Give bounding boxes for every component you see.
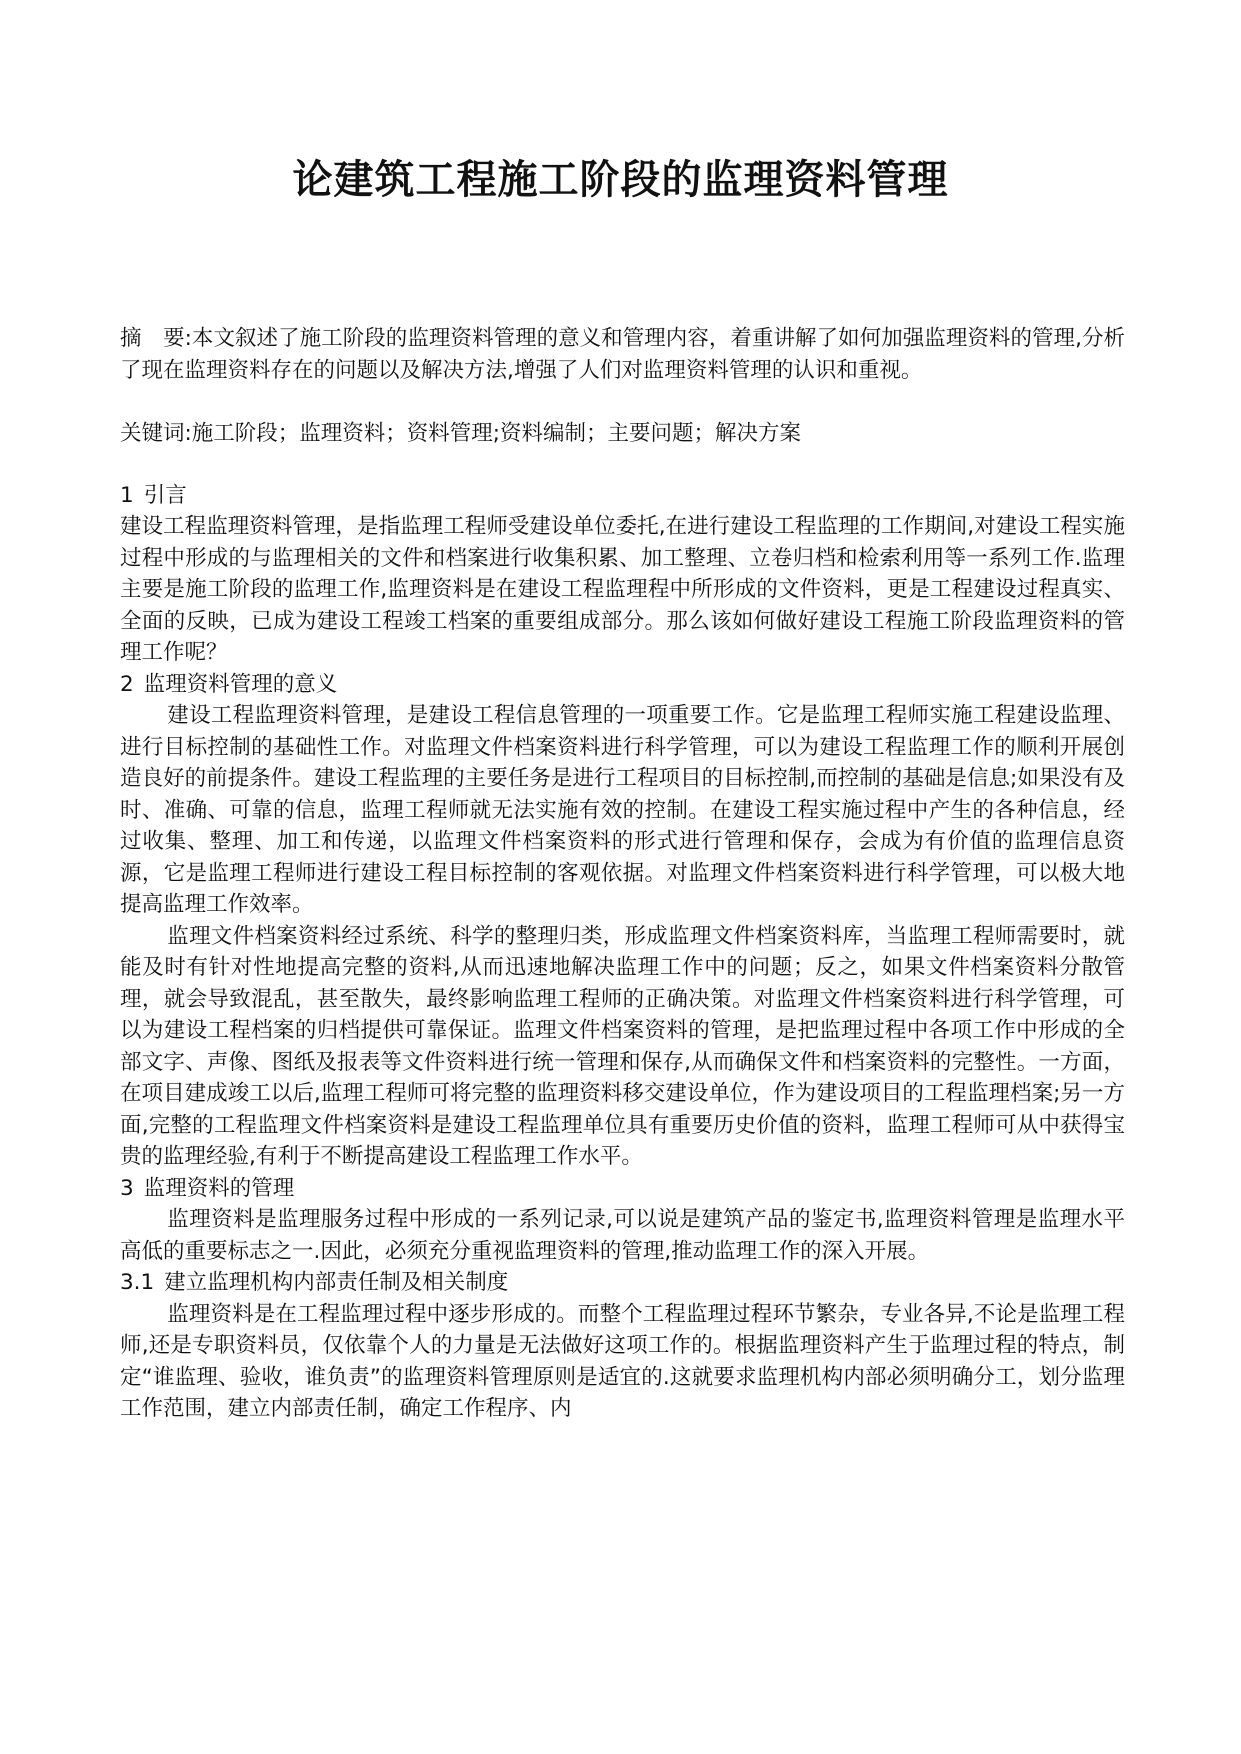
keywords-label: 关键词:: [120, 421, 192, 446]
section-title: 引言: [143, 482, 187, 508]
section-heading: [120, 1173, 1125, 1205]
section-title: 监理资料管理的意义: [143, 671, 338, 697]
paragraph: 建设工程监理资料管理，是指监理工程师受建设单位委托,在进行建设工程监理的工作期间,对建设工程实施过程中形成的与监理相关的文件和档案进行收集积累、加工整理、立卷归档和检索利用等一系列工作.监理主要是施工阶段的监理工作,监理资料是在建设工程监理程中所形成的文件资料，更是工程建设过程真实、全面的反映，已成为建设工程竣工档案的重要组成部分。那么该如何做好建设工程施工阶段监理资料的管理工作呢？: [120, 514, 1125, 665]
section-number: 3.1: [120, 1270, 155, 1295]
section-number: 1: [120, 482, 134, 508]
paragraph: 监理资料是监理服务过程中形成的一系列记录,可以说是建筑产品的鉴定书,监理资料管理是监理水平高低的重要标志之一.因此，必须充分重视监理资料的管理,推动监理工作的深入开展。: [120, 1207, 1125, 1264]
abstract-text: 本文叙述了施工阶段的监理资料管理的意义和管理内容，着重讲解了如何加强监理资料的管理,分析了现在监理资料存在的问题以及解决方法,增强了人们对监理资料管理的认识和重视。: [120, 326, 1125, 383]
paragraph: 监理资料是在工程监理过程中逐步形成的。而整个工程监理过程环节繁杂，专业各异,不论是监理工程师,还是专职资料员，仅依靠个人的力量是无法做好这项工作的。根据监理资料产生于监理过程的特点，制定“谁监理、验收，谁负责”的监理资料管理原则是适宜的.这就要求监理机构内部必须明确分工，划分监理工作范围，建立内部责任制，确定工作程序、内: [120, 1301, 1125, 1421]
keywords-text: 施工阶段；监理资料；资料管理;资料编制；主要问题；解决方案: [191, 421, 801, 446]
abstract-label: 摘 要:: [120, 326, 192, 351]
paragraph: 监理文件档案资料经过系统、科学的整理归类，形成监理文件档案资料库，当监理工程师需要时，就能及时有针对性地提高完整的资料,从而迅速地解决监理工作中的问题；反之，如果文件档案资料分散管理，就会导致混乱，甚至散失，最终影响监理工程师的正确决策。对监理文件档案资料进行科学管理，可以为建设工程档案的归档提供可靠保证。监理文件档案资料的管理，是把监理过程中各项工作中形成的全部文字、声像、图纸及报表等文件资料进行统一管理和保存,从而确保文件和档案资料的完整性。一方面，在项目建成竣工以后,监理工程师可将完整的监理资料移交建设单位，作为建设项目的工程监理档案;另一方面,完整的工程监理文件档案资料是建设工程监理单位具有重要历史价值的资料，监理工程师可从中获得宝贵的监理经验,有利于不断提高建设工程监理工作水平。: [120, 923, 1125, 1169]
section-responsibility-system: [120, 1267, 1125, 1425]
section-title: 建立监理机构内部责任制及相关制度: [164, 1270, 509, 1295]
keywords: [120, 418, 1125, 450]
document-body: [120, 323, 1125, 1425]
paragraph: 建设工程监理资料管理，是建设工程信息管理的一项重要工作。它是监理工程师实施工程建设监理、进行目标控制的基础性工作。对监理文件档案资料进行科学管理，可以为建设工程监理工作的顺利开展创造良好的前提条件。建设工程监理的主要任务是进行工程项目的目标控制,而控制的基础是信息;如果没有及时、准确、可靠的信息，监理工程师就无法实施有效的控制。在建设工程实施过程中产生的各种信息，经过收集、整理、加工和传递，以监理文件档案资料的形式进行管理和保存，会成为有价值的监理信息资源，它是监理工程师进行建设工程目标控制的客观依据。对监理文件档案资料进行科学管理，可以极大地提高监理工作效率。: [120, 703, 1125, 917]
document-title: 论建筑工程施工阶段的监理资料管理: [292, 157, 949, 203]
section-number: 3: [120, 1175, 134, 1201]
section-heading: [120, 1267, 1125, 1299]
abstract: [120, 323, 1125, 386]
section-heading: [120, 669, 1125, 701]
section-management: [120, 1173, 1125, 1268]
section-introduction: [120, 480, 1125, 669]
section-number: 2: [120, 671, 134, 697]
section-significance: [120, 669, 1125, 1173]
section-title: 监理资料的管理: [143, 1175, 295, 1201]
section-heading: [120, 480, 1125, 512]
